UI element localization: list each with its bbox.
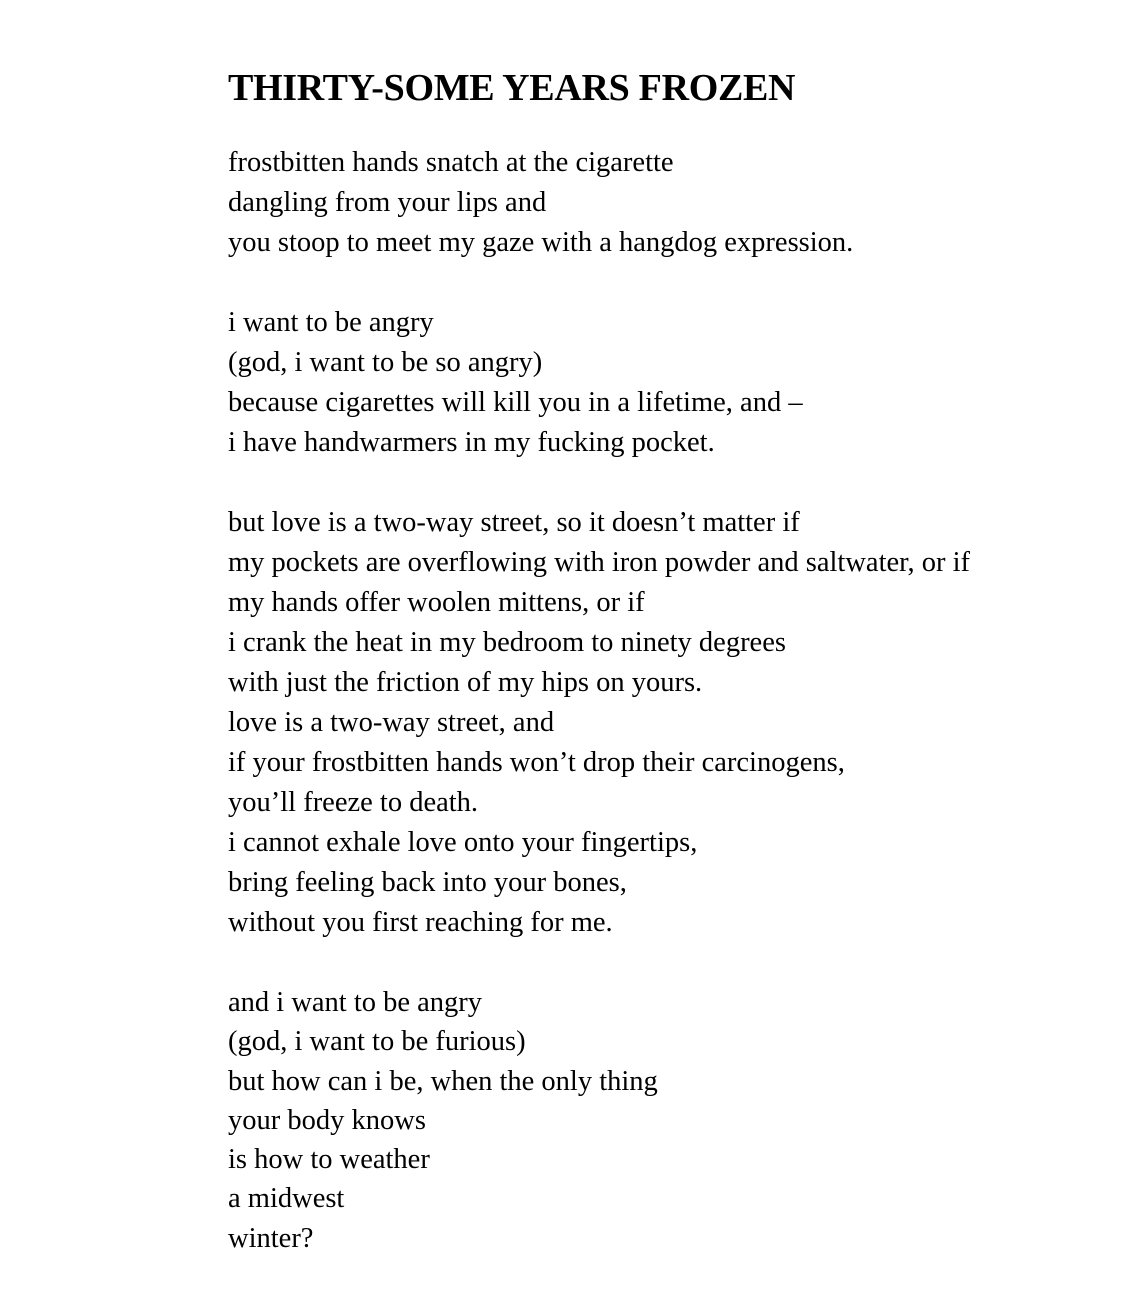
poem-line: but love is a two-way street, so it doesn’t matter if bbox=[228, 507, 800, 538]
poem-line: i have handwarmers in my fucking pocket. bbox=[228, 427, 715, 458]
poem-line: my hands offer woolen mittens, or if bbox=[228, 587, 645, 618]
poem-line: (god, i want to be so angry) bbox=[228, 347, 543, 378]
poem-line: because cigarettes will kill you in a lifetime, and – bbox=[228, 387, 803, 418]
poem-line: if your frostbitten hands won’t drop their carcinogens, bbox=[228, 747, 845, 778]
poem-line: (god, i want to be furious) bbox=[228, 1026, 526, 1058]
poem-line: i crank the heat in my bedroom to ninety degrees bbox=[228, 627, 786, 658]
poem-line: my pockets are overflowing with iron powder and saltwater, or if bbox=[228, 547, 971, 578]
poem-line: and i want to be angry bbox=[228, 987, 483, 1018]
poem-title: THIRTY-SOME YEARS FROZEN bbox=[228, 67, 796, 109]
stanza-2 bbox=[228, 303, 803, 463]
poem-line: winter? bbox=[228, 1222, 314, 1254]
stanza-3 bbox=[228, 503, 970, 943]
poem-line: you stoop to meet my gaze with a hangdog expression. bbox=[228, 227, 854, 258]
poem-line: but how can i be, when the only thing bbox=[228, 1065, 658, 1097]
poem-line: i cannot exhale love onto your fingertips, bbox=[228, 827, 698, 858]
stanza-1 bbox=[228, 143, 853, 263]
poem-line: dangling from your lips and bbox=[228, 187, 547, 218]
poem-line: frostbitten hands snatch at the cigarette bbox=[228, 147, 674, 178]
poem-line: a midwest bbox=[228, 1183, 345, 1215]
stanza-4 bbox=[228, 983, 658, 1258]
poem-line: you’ll freeze to death. bbox=[228, 787, 479, 818]
poem-line: bring feeling back into your bones, bbox=[228, 867, 627, 898]
poem-line: i want to be angry bbox=[228, 307, 434, 338]
poem-line: is how to weather bbox=[228, 1144, 430, 1176]
poem-line: with just the friction of my hips on yours. bbox=[228, 667, 703, 698]
poem-line: your body knows bbox=[228, 1104, 426, 1136]
poem-line: love is a two-way street, and bbox=[228, 707, 555, 738]
poem-line: without you first reaching for me. bbox=[228, 907, 613, 938]
